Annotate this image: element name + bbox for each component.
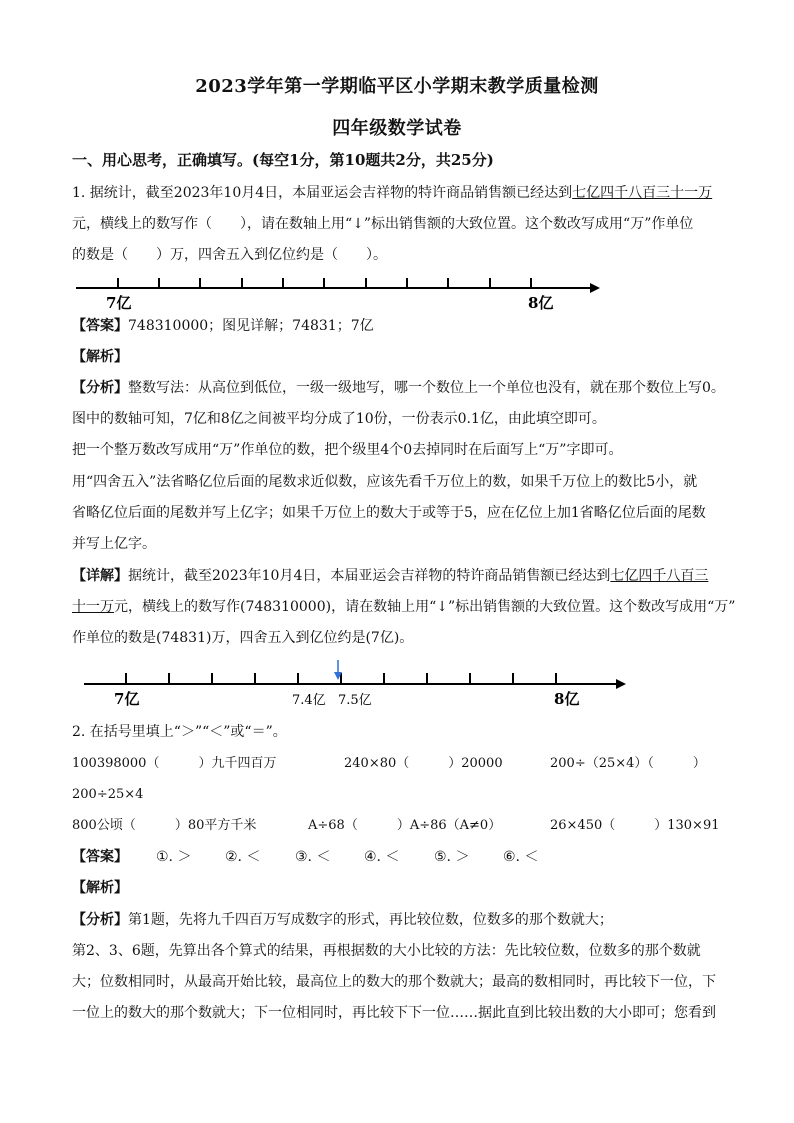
xiangjie-text-2: 元，横线上的数写作(748310000)，请在数轴上用“↓”标出销售额的大致位置。这个数改写成用“万” bbox=[114, 599, 736, 615]
q2-item-4: 800公顷（ ）80平方千米 bbox=[72, 818, 257, 833]
section-heading: 一、用心思考，正确填写。(每空1分，第10题共2分，共25分) bbox=[72, 151, 494, 169]
q1-text: 1. 据统计，截至2023年10月4日，本届亚运会吉祥物的特许商品销售额已经达到 bbox=[72, 185, 573, 201]
fenxi-text: 整数写法：从高位到低位，一级一级地写，哪一个数位上一个单位也没有，就在那个数位上写0。 bbox=[128, 380, 725, 396]
xiangjie-text: 据统计，截至2023年10月4日，本届亚运会吉祥物的特许商品销售额已经达到 bbox=[128, 568, 611, 584]
q2-answer-5: ⑤. ＞ bbox=[434, 849, 470, 865]
q2-fenxi-text: 第1题，先将九千四百万写成数字的形式，再比较位数，位数多的那个数就大； bbox=[128, 912, 613, 928]
xiangjie-underlined: 七亿四千八百三 bbox=[610, 568, 709, 584]
q2-analysis-tag: 【解析】 bbox=[72, 880, 128, 896]
q2-fenxi-tag: 【分析】 bbox=[72, 912, 128, 928]
axis-label-left: 7亿 bbox=[106, 294, 132, 312]
q1-answer: 748310000；图见详解；74831；7亿 bbox=[128, 318, 374, 334]
xiangjie-tag: 【详解】 bbox=[72, 568, 128, 584]
number-line-1 bbox=[72, 274, 602, 314]
q2-item-6: 26×450（ ）130×91 bbox=[550, 818, 720, 833]
q1-fenxi-4: 用“四舍五入”法省略亿位后面的尾数求近似数，应该先看千万位上的数，如果千万位上的数比5小，就 bbox=[72, 474, 698, 490]
q2-fenxi-1 bbox=[72, 910, 613, 930]
q2-stem: 2. 在括号里填上“＞”“＜”或“＝”。 bbox=[72, 724, 287, 740]
axis2-label-right: 8亿 bbox=[554, 690, 580, 708]
q2-answer-1: ①. ＞ bbox=[156, 849, 192, 865]
q2-item-5: A÷68（ ）A÷86（A≠0） bbox=[308, 818, 502, 833]
q1-xiangjie-2 bbox=[72, 597, 735, 617]
q1-line-1 bbox=[72, 183, 712, 203]
number-line-2 bbox=[80, 660, 630, 710]
q2-fenxi-2: 第2、3、6题，先算出各个算式的结果，再根据数的大小比较的方法：先比较位数，位数多的那个数就 bbox=[72, 943, 701, 959]
answer-tag: 【答案】 bbox=[72, 318, 128, 334]
axis2-label-left: 7亿 bbox=[114, 690, 140, 708]
q1-fenxi-3: 把一个整万数改写成用“万”作单位的数，把个级里4个0去掉同时在后面写上“万”字即可。 bbox=[72, 442, 623, 458]
q2-item-2: 240×80（ ）20000 bbox=[344, 756, 503, 771]
axis2-label-75: 7.5亿 bbox=[338, 693, 372, 708]
q1-fenxi-6: 并写上亿字。 bbox=[72, 536, 156, 552]
q2-answer-3: ③. ＜ bbox=[295, 849, 331, 865]
q2-fenxi-3: 大；位数相同时，从最高开始比较，最高位上的数大的那个数就大；最高的数相同时，再比较下一位，下 bbox=[72, 974, 716, 990]
q1-answer-row bbox=[72, 316, 374, 336]
q1-fenxi-2: 图中的数轴可知，7亿和8亿之间被平均分成了10份，一份表示0.1亿，由此填空即可。 bbox=[72, 411, 606, 427]
q1-underlined-amount: 七亿四千八百三十一万 bbox=[572, 185, 713, 201]
exam-subtitle: 四年级数学试卷 bbox=[332, 118, 462, 139]
q2-item-3: 200÷（25×4）（ ） bbox=[550, 756, 706, 771]
q2-fenxi-4: 一位上的数大的那个数就大；下一位相同时，再比较下下一位……据此直到比较出数的大小即可；您看到 bbox=[72, 1005, 716, 1021]
q1-fenxi-1 bbox=[72, 378, 725, 398]
q2-item-1: 100398000（ ）九千四百万 bbox=[72, 756, 277, 771]
xiangjie-underlined-2: 十一万 bbox=[72, 599, 114, 615]
axis-label-right: 8亿 bbox=[528, 294, 554, 312]
fenxi-tag: 【分析】 bbox=[72, 380, 128, 396]
q1-xiangjie-3: 作单位的数是(74831)万，四舍五入到亿位约是(7亿)。 bbox=[72, 630, 414, 646]
q1-xiangjie-1 bbox=[72, 566, 708, 586]
analysis-tag: 【解析】 bbox=[72, 349, 128, 365]
axis2-label-74: 7.4亿 bbox=[292, 693, 326, 708]
q1-line-3: 的数是（ ）万，四舍五入到亿位约是（ ）。 bbox=[72, 247, 387, 263]
q2-answer-2: ②. ＜ bbox=[225, 849, 261, 865]
q2-answer-tag: 【答案】 bbox=[72, 849, 128, 865]
q2-answer-6: ⑥. ＜ bbox=[503, 849, 539, 865]
q2-answer-4: ④. ＜ bbox=[364, 849, 400, 865]
q2-item-3-continued: 200÷25×4 bbox=[72, 787, 144, 802]
q1-fenxi-5: 省略亿位后面的尾数并写上亿字；如果千万位上的数大于或等于5，应在亿位上加1省略亿位后面的尾数 bbox=[72, 505, 706, 521]
q1-line-2: 元，横线上的数写作（ ），请在数轴上用“↓”标出销售额的大致位置。这个数改写成用“万”作单位 bbox=[72, 216, 694, 232]
exam-title: 2023学年第一学期临平区小学期末教学质量检测 bbox=[195, 76, 599, 97]
